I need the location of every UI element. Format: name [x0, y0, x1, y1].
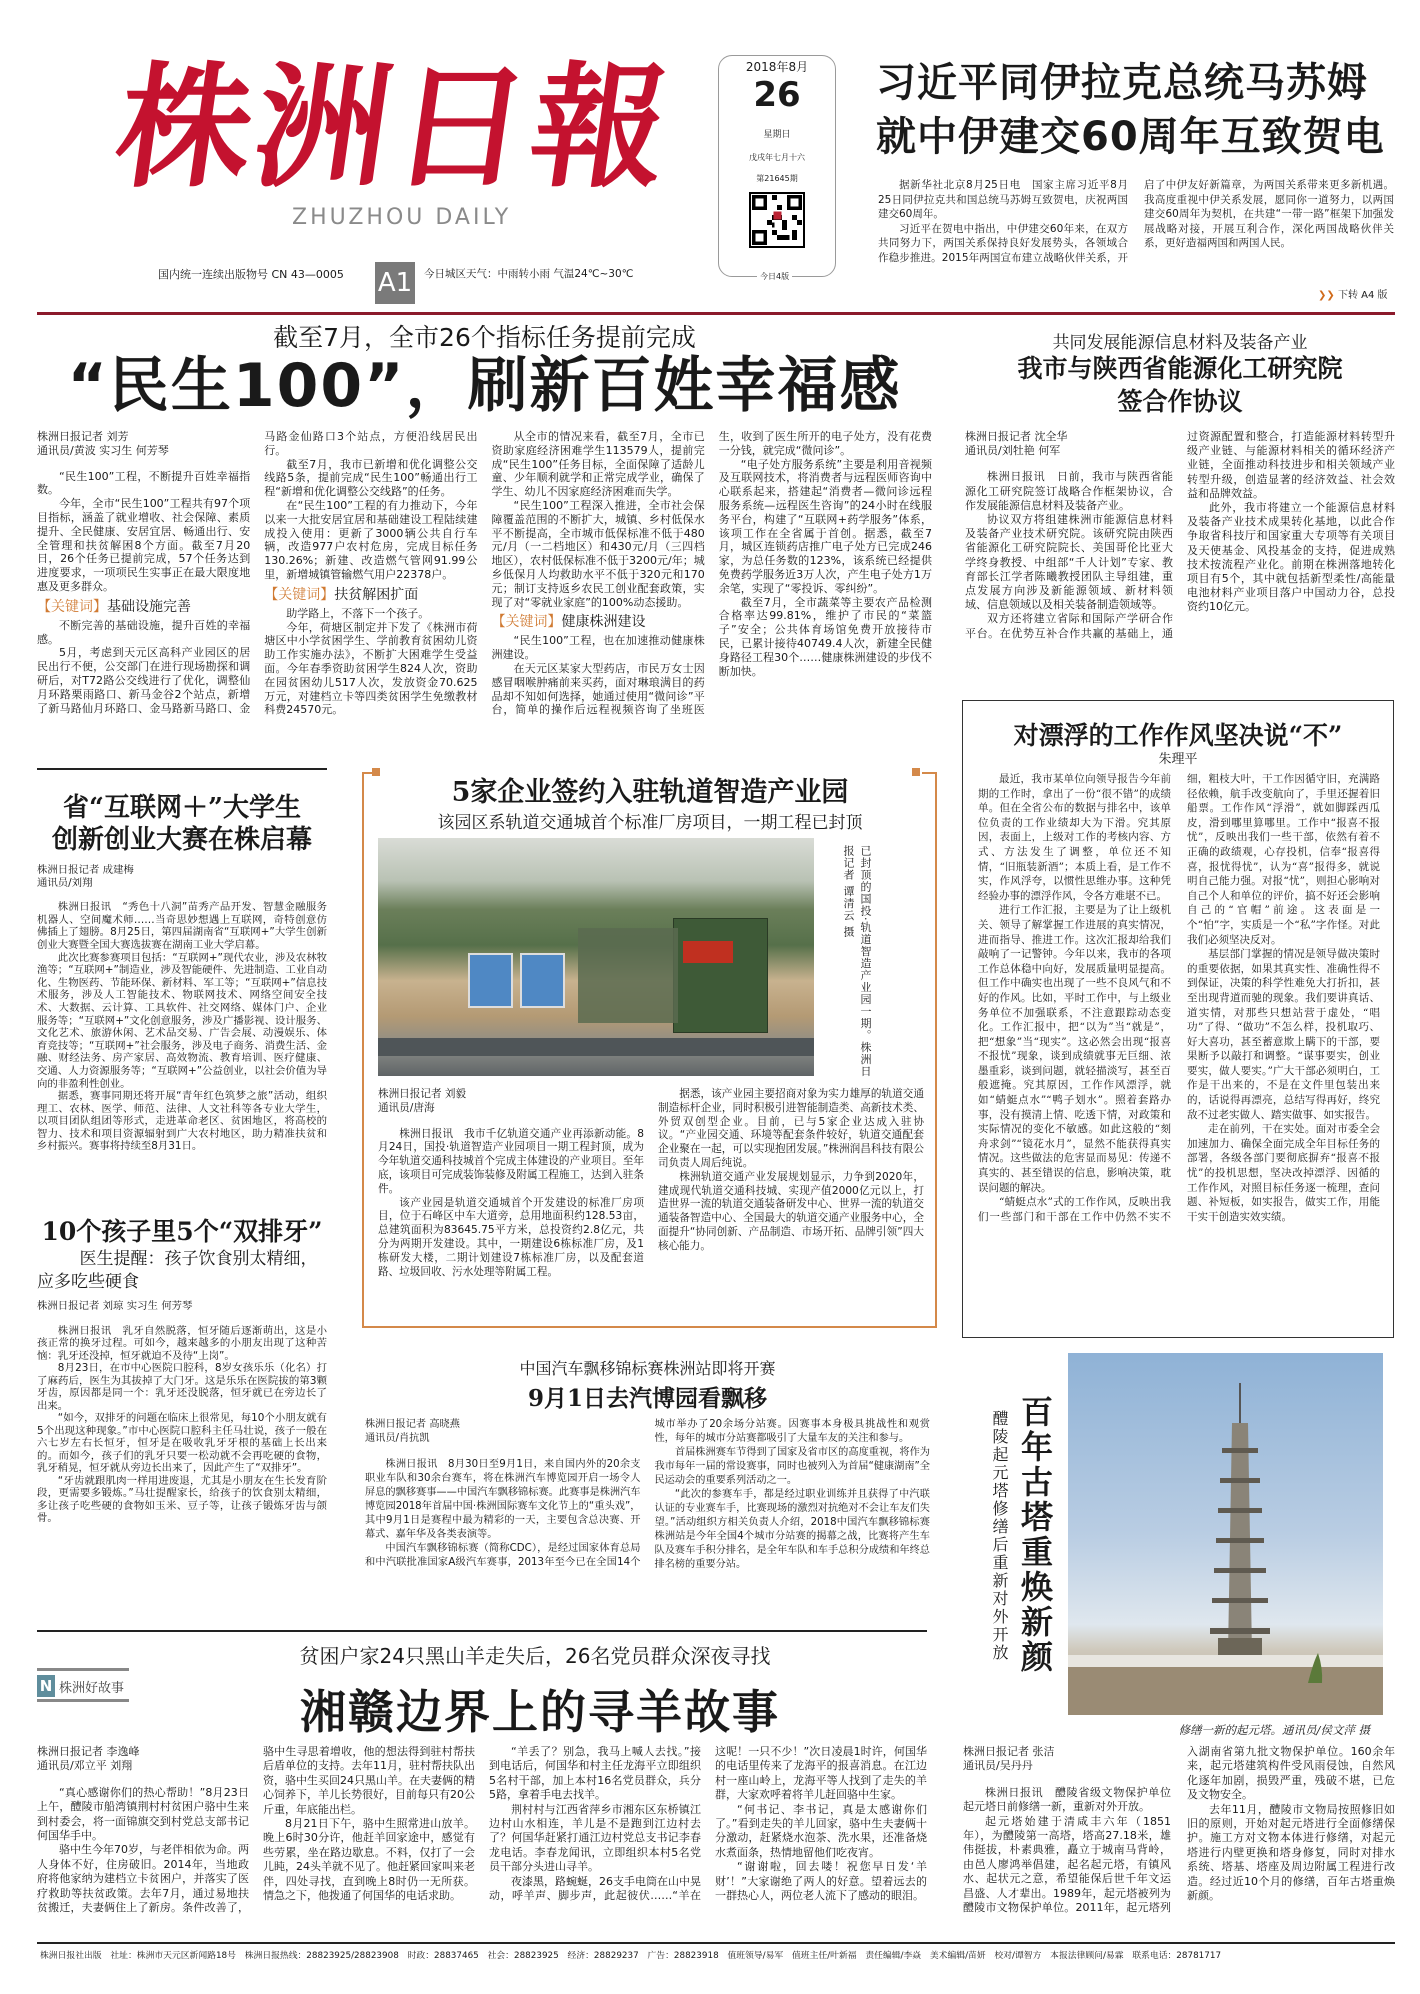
paragraph: 双方还将建立省际和国际产学研合作平台。在优势互补合作共赢的基础上，通过资源配置和整合，打造能源材料转型升级产业链、与能源材料相关的循环经济产业链，全面推动科技进步和相关领域产业转型升级，创造显著的经济效益、社会效益和品牌效益。 — [965, 430, 1395, 640]
building-block — [578, 928, 678, 1023]
tower-photo-caption: 修缮一新的起元塔。通讯员/侯文萍 摄 — [1178, 1723, 1370, 1737]
byline: 通讯员/吴丹丹 — [963, 1759, 1033, 1773]
paragraph: “谢谢啦，回去喽！祝您早日发‘羊财’！”大家谢绝了两人的好意。望着远去的一群热心人，两位老人流下了感动的眼泪。 — [715, 1860, 927, 1903]
industrial-park-photo[interactable] — [378, 838, 814, 1076]
lead-headline-line2: 就中伊建交60周年互致贺电 — [876, 114, 1385, 160]
qr-code-icon[interactable] — [749, 192, 805, 248]
paragraph: 荆村村与江西省萍乡市湘东区东桥镇江边村山水相连，羊儿是不是跑到江边村去了？何国华赶紧打通江边村党总支书记李春龙电话。李春龙闻讯，立即组织本村5名党员干部分头进山寻羊。 — [489, 1802, 701, 1874]
paragraph: 基层部门掌握的情况是领导做决策时的重要依据，如果其真实性、准确性得不到保证，决策的科学性难免大打折扣，甚至出现背道而驰的现象。我们要讲真话、道实情，对那些只想站营于虚处，“唱功”了得、“做功”不怎么样，投机取巧、好大喜功，甚至蓄意欺上瞒下的干部，要果断予以敲打和调整。“谋事要实，创业要实，做人要实。”广大干部必须明白，工作是干出来的，不是在文件里包装出来的，话说得再漂亮，总结写得再好，终究敌不过老实做人、踏实做事、如实报告。 — [1187, 948, 1380, 1121]
road — [378, 1038, 814, 1056]
internet-plus-headline[interactable] — [37, 792, 327, 856]
minsheng-subtitle: 截至7月，全市26个指标任务提前完成 — [273, 323, 696, 352]
sheep-subtitle: 贫困户家24只黑山羊走失后，26名党员群众深夜寻找 — [299, 1644, 771, 1668]
byline: 株洲日报记者 沈全华 — [965, 430, 1068, 443]
paragraph: “蜻蜓点水”式的工作作风，反映出我们一些部门和干部在工作中仍然不实不细，粗枝大叶，干工作因循守旧，充满路径依赖，航手改变航向了，手里还握着旧船票。工作作风“浮滑”，就如脚踩西瓜皮，滑到哪里算哪里。工作中“报喜不报忧”，反映出我们一些干部，依然有着不正确的政绩观，心存投机，信奉“报喜得喜，报忧得忧”，认为“喜”报得多，就说明自己能力强。对报“忧”，则担心影响对自己个人和单位的评价，搞不好还会影响自己的“官帽”前途。这表面是一个“怕”字，实质是一个“私”字作怪。对此我们必须坚决反对。 — [978, 773, 1380, 1223]
paragraph: 在“民生100”工程的有力推动下，今年以来一大批安居宜居和基础建设工程陆续建成投入使用：更新了3000辆公共自行车辆，改造977户农村危房，完成目标任务130.26%；新建、改造燃气管网91.99公里，新增城镇管输燃气用户22378户。 — [264, 498, 478, 581]
building-signage — [683, 941, 733, 963]
lead-headline[interactable] — [876, 56, 1396, 164]
paragraph: “电子处方服务系统”主要是利用音视频及互联网技术，将消费者与远程医师咨询中心联系起来，搭建起“消费者—微问诊远程服务系统—远程医生咨询”的24小时在线服务平台，构建了“互联网+药学服务”体系，该项工作在全省属于首创。据悉，截至7月，城区连锁药店推广电子处方已完成246家，为总任务数的123%，该系统已经提供免费药学服务近3万人次，产生电子处方1万余笔，实现了“零投诉、零纠纷”。 — [718, 457, 932, 595]
teeth-subtitle: 医生提醒：孩子饮食别太精细，应多吃些硬食 — [37, 1249, 318, 1292]
frame-corner — [922, 772, 937, 774]
byline: 株洲日报记者 刘琼 实习生 何芳琴 — [37, 1300, 193, 1312]
lead-headline-line1: 习近平同伊拉克总统马苏姆 — [876, 60, 1368, 106]
drift-subtitle: 中国汽车飘移锦标赛株洲站即将开赛 — [519, 1359, 776, 1378]
paragraph: 该产业园是轨道交通城首个开发建设的标准厂房项目，位于石峰区中车大道旁，总用地面积约128.53亩，总建筑面积为83645.75平方米，总投资约2.8亿元，共分为两期开发建设。其中，一期建设6栋标准厂房，及1栋研发大楼，二期计划建设7栋标准厂房，以及配套道路、垃圾回收、污水处理等附属工程。 — [378, 1196, 644, 1278]
tower-photo[interactable] — [1068, 1353, 1383, 1715]
section-divider — [37, 1630, 927, 1632]
factory-roof — [520, 953, 565, 1008]
keyword-text: 健康株洲建设 — [561, 614, 646, 631]
section-divider — [37, 768, 327, 770]
page-number-badge: A1 — [375, 262, 415, 304]
paragraph: 8月21日下午，骆中生照常进山放羊。晚上6时30分许，他赶羊回家途中，感觉有些劳累，坐在路边歇息。不料，仅打了一会儿盹，24头羊就不见了。他赶紧回家叫来老伴，四处寻找，直到晚上8时仍一无所获。情急之下，他拨通了何国华的电话求助。 — [263, 1817, 475, 1903]
paragraph: 夜漆黑，路蜿蜒，26支手电筒在山中晃动，呼羊声、脚步声，此起彼伏……“羊在这呢！一只不少！”次日凌晨1时许，何国华的电话里传来了龙海平的报喜消息。在江边村一座山岭上，龙海平等人找到了走失的羊群，大家欢呼着将羊儿赶回骆中生家。 — [489, 1745, 927, 1903]
weather-info: 今日城区天气：中雨转小雨 气温24℃~30℃ — [424, 268, 634, 280]
tower-subtitle: 醴陵起元塔修缮后重新对外开放 — [990, 1410, 1009, 1662]
paragraph: 株洲日报讯 我市千亿轨道交通产业再添新动能。8月24日，国投·轨道智造产业园项目一期工程封顶，成为今年轨道交通科技城首个完成主体建设的产业项目。至年底，该项目可完成装饰装修及附属工程施工，达到入驻条件。 — [378, 1127, 644, 1195]
byline: 通讯员/刘翔 — [37, 876, 93, 889]
commentary-author: 朱理平 — [1158, 752, 1198, 767]
tower-building — [673, 918, 768, 1033]
energy-body — [965, 430, 1395, 641]
paragraph: “何书记、李书记，真是太感谢你们了。”看到走失的羊儿回家，骆中生夫妻俩十分激动，赶紧烧水泡茶、洗水果，还准备烧水煮面条，热情地留他们吃夜宵。 — [715, 1802, 927, 1859]
minsheng-body — [37, 430, 932, 717]
teeth-body — [37, 1300, 327, 1525]
paragraph: “牙齿就跟肌肉一样用进废退，尤其是小朋友在生长发育阶段，更需要多锻炼。”马壮提醒家长，给孩子的饮食别太精细，多让孩子吃些硬的食物如玉米、豆子等，让孩子锻炼牙齿与颌骨。 — [37, 1474, 327, 1524]
keyword-heading — [264, 585, 477, 605]
continue-arrow-icon: ❯❯ — [1318, 290, 1335, 301]
paragraph: 走在前列，干在实处。面对市委全会加速加力、确保全面完成全年目标任务的部署，各级各部门要彻底摒弃“报喜不报忧”的投机思想，坚决改掉漂浮、因循的工作作风，对照目标任务逐一梳理，查问题、补短板，如实报告，做实工作，用能干实干创造实效实绩。 — [1187, 1123, 1380, 1223]
sheep-body — [37, 1745, 927, 1915]
keyword-text: 基础设施完善 — [107, 598, 191, 615]
paragraph: 中国汽车飘移锦标赛（简称CDC），是经过国家体育总局和中汽联批准国家A级汽车赛事，2013年至今已在全国14个城市举办了20余场分站赛。因赛事本身极具挑战性和观赏性，每年的城市分站赛都吸引了大量车友的关注和参与。 — [365, 1419, 930, 1568]
paragraph: 据新华社北京8月25日电 国家主席习近平8月25日同伊拉克共和国总统马苏姆互致贺电，庆祝两国建交60周年。 — [878, 179, 1128, 220]
paragraph: 起元塔始建于清咸丰六年（1851年），为醴陵第一高塔，塔高27.18米，雄伟挺拔，朴素典雅，矗立于城南马背岭，由邑人廖鸿举倡建，起名起元塔，有镇风水、起状元之意，希望能保后世千年文运昌盛、人才辈出。1989年，起元塔被列为醴陵市文物保护单位。2011年，起元塔列入湖南省第九批文物保护单位。160余年来，起元塔建筑构件受风雨侵蚀，自然风化逐年加剧，损毁严重，残破不堪，已危及文物安全。 — [963, 1745, 1395, 1915]
rail-photo-caption: 已封顶的国投·轨道智造产业园一期。株洲日报记者 谭清云 摄 — [842, 845, 872, 1078]
footer-imprint: 株洲日报社出版 社址：株洲市天元区新闻路18号 株洲日报热线：28823925/28823908 时政：28837465 社会：28823925 经济：28829237 广告：28823918 值班领导/易军 值班主任/叶新福 责任编辑/李焱 美术编辑/苗妍 校对/谭智方 本报法律顾问/易霖 联系电话：28781717 — [40, 1951, 1222, 1961]
drift-headline[interactable]: 9月1日去汽博园看飘移 — [527, 1385, 767, 1412]
issue-number: 第21645期 — [756, 174, 798, 183]
byline: 通讯员/邓立平 刘翔 — [37, 1759, 133, 1773]
paragraph: 从全市的情况来看，截至7月，全市已资助家庭经济困难学生113579人，提前完成“民生100”任务目标，全面保障了适龄儿童、少年顺利就学和正常完成学业，确保了学生、幼儿不因家庭经济困难而失学。 — [491, 430, 705, 499]
paragraph: 株洲日报讯 日前，我市与陕西省能源化工研究院签订战略合作框架协议，合作发展能源信息材料及装备产业。 — [965, 470, 1173, 512]
paragraph: 去年11月，醴陵市文物局按照修旧如旧的原则，开始对起元塔进行全面修缮保护。施工方对文物本体进行修缮，对起元塔进行内壁更换和塔身修复，同时对排水系统、塔基、塔座及周边附属工程进行改造。经过近10个月的修缮，百年古塔重焕新颜。 — [1187, 1802, 1395, 1903]
paragraph: 截至7月，我市已新增和优化调整公交线路5条，提前完成“民生100”畅通出行工程“新增和优化调整公交线路”的任务。 — [264, 457, 478, 499]
internet-plus-headline-line2: 创新创业大赛在株启幕 — [51, 825, 312, 855]
paragraph: 株洲日报讯 醴陵省级文物保护单位起元塔日前修缮一新，重新对外开放。 — [963, 1785, 1171, 1814]
pagoda-illustration — [1068, 1353, 1383, 1715]
byline: 株洲日报记者 高晓燕 — [365, 1419, 460, 1430]
rail-headline[interactable]: 5家企业签约入驻轨道智造产业园 — [451, 777, 849, 808]
energy-headline[interactable] — [965, 352, 1395, 418]
minsheng-headline[interactable]: “民生100”，刷新百姓幸福感 — [67, 351, 902, 421]
footer-divider — [37, 1942, 1395, 1944]
paragraph: 今年，荷塘区制定并下发了《株洲市荷塘区中小学贫困学生、学前教育贫困幼儿资助工作实施办法》，不断扩大困难学生受益面。今年春季资助贫困学生824人次，资助在园贫困幼儿517人次，发放资金70.625万元，对建档立卡等四类贫困学生免缴教材科费24570元。 — [264, 620, 478, 717]
energy-headline-line2: 签合作协议 — [1117, 387, 1243, 416]
byline: 株洲日报记者 刘毅 — [378, 1088, 467, 1100]
internet-plus-body — [37, 864, 327, 1153]
paragraph: 据悉，赛事同期还将开展“青年红色筑梦之旅”活动，组织理工、农林、医学、师范、法律、人文社科等各专业大学生，以项目团队组团等形式，走进革命老区、贫困地区，将高校的智力、技术和项目资源辐射到广大农村地区，助力精准扶贫和乡村振兴。赛事将持续至8月31日。 — [37, 1090, 327, 1153]
paragraph: “真心感谢你们的热心帮助！”8月23日上午，醴陵市船湾镇荆村村贫困户骆中生来到村委会，将一面锦旗交到村党总支部书记何国华手中。 — [37, 1785, 249, 1843]
commentary-body — [978, 772, 1380, 1224]
date-weekday: 星期日 — [763, 130, 791, 140]
keyword-heading — [37, 597, 250, 617]
paragraph: 株洲日报讯 8月30日至9月1日，来自国内外的20余支职业车队和30余台赛车，将在株洲汽车博览园开启一场令人屏息的飘移赛事——中国汽车飘移锦标赛。此赛事是株洲汽车博览园2018年首届中国·株洲国际赛车文化节上的“重头戏”，其中9月1日是赛程中最为精彩的一天，主要包含总决赛、开幕式、嘉年华及各类表演等。 — [365, 1459, 641, 1540]
frame-corner-square — [372, 768, 380, 776]
paragraph: 首届株洲赛车节得到了国家及省市区的高度重视，将作为我市每年一届的常设赛事，同时也被列入为首届“健康湖南”全民运动会的重要系列活动之一。 — [654, 1447, 930, 1486]
byline: 株洲日报记者 成建梅 — [37, 864, 134, 876]
internet-plus-headline-line1: 省“互联网＋”大学生 — [63, 793, 301, 823]
paragraph: 据悉，该产业园主要招商对象为实力雄厚的轨道交通制造标杆企业，同时积极引进智能制造类、高新技术类、外贸双创型企业。目前，已与5家企业达成入驻协议。“产业园交通、环境等配套条件较好，轨道交通配套企业聚在一起，可以实现抱团发展。”株洲润昌科技有限公司负责人周后纯说。 — [658, 1088, 924, 1169]
paragraph: 今年，全市“民生100”工程共有97个项目指标，涵盖了就业增收、社会保障、素质提升、全民健康、安居宜居、畅通出行、安全管理和扶贫解困8个方面。截至7月20日，26个任务已提前完成，57个任务达到进度要求，一项项民生实事正在最大限度地惠及更多群众。 — [37, 497, 251, 593]
tower-body — [963, 1745, 1395, 1915]
energy-subtitle: 共同发展能源信息材料及装备产业 — [1052, 333, 1308, 353]
commentary-headline[interactable]: 对漂浮的工作作风坚决说“不” — [1013, 721, 1343, 750]
rail-body — [378, 1088, 924, 1279]
paragraph: 不断完善的基础设施，提升百姓的幸福感。 — [37, 618, 251, 646]
byline: 通讯员/刘牡艳 何军 — [965, 444, 1061, 458]
paragraph: “如今，双排牙的问题在临床上很常见，每10个小朋友就有5个出现这种现象。”市中心医院口腔科主任马壮说，孩子一般在六七岁左右长恒牙，恒牙是在吸收乳牙牙根的基础上长出来的。而如今，孩子们的乳牙只要一松动就不会再吃硬的食物，乳牙稍晃，恒牙就从旁边长出来了，因此产生了“双排牙”。 — [37, 1412, 327, 1474]
tower-headline[interactable]: 百年古塔重焕新颜 — [1016, 1395, 1054, 1675]
column-tag-letter: N — [37, 1675, 55, 1697]
serial-number: 国内统一连续出版物号 CN 43—0005 — [158, 268, 344, 281]
date-year-month: 2018年8月 — [743, 58, 811, 75]
english-name: ZHUZHOU DAILY — [292, 205, 512, 230]
factory-roof — [468, 953, 513, 1008]
paragraph: 助学路上，不落下一个孩子。 — [286, 606, 430, 620]
byline: 株洲日报记者 刘芳 — [37, 430, 129, 443]
sheep-headline[interactable]: 湘赣边界上的寻羊故事 — [300, 1685, 780, 1739]
paragraph: 习近平在贺电中指出，中伊建交60年来，在双方共同努力下，两国关系保持良好发展势头，各领域合作稳步推进。2015年两国宣布建立战略伙伴关系，开启了中伊友好新篇章，为两国关系带来更多新机遇。我高度重视中伊关系发展，愿同你一道努力，以两国建交60周年为契机，在共建“一带一路”框架下加强发展战略对接，开展互利合作，深化两国战略伙伴关系，更好造福两国和两国人民。 — [878, 179, 1394, 264]
keyword-text: 扶贫解困扩面 — [334, 586, 419, 603]
paragraph: 株洲日报讯 “秀色十八洞”苗秀产品开发、智慧金融服务机器人、空间魔术师……当奇思妙想遇上互联网，奇特创意仿佛插上了翅膀。8月25日，第四届湖南省“互联网+”大学生创新创业大赛暨全国大赛选拔赛在湖南工业大学启幕。 — [37, 901, 327, 951]
paragraph: 最近，我市某单位向领导报告今年前期的工作时，拿出了一份“很不错”的成绩单。但在全省公布的数据与排名中，该单位负责的工作业绩却大为下滑。究其原因，表面上，上级对工作的考核内容、方式、方法发生了调整，单位还不知情，“旧瓶装新酒”；本质上看，是工作不实，作风浮夸，以惯性思维办事。这种凭经验办事的漂浮作风，令各方难堪不已。 — [978, 773, 1171, 902]
keyword-heading — [492, 612, 705, 632]
byline: 通讯员/黄波 实习生 何芳琴 — [37, 443, 169, 457]
lead-story-body — [878, 178, 1394, 265]
keyword-tag: 【关键词】 — [37, 598, 107, 615]
paragraph: “此次的参赛车手，都是经过职业训练并且获得了中汽联认证的专业赛车手，比赛现场的激烈对抗绝对不会让车友们失望。”活动组织方相关负责人介绍，2018中国汽车飘移锦标赛株洲站是今年全国4个城市分站赛的揭幕之战，比赛将产生车队及赛车手积分排名，是全年车队和车手总积分成绩和年终总排名榜的重要分站。 — [654, 1489, 930, 1570]
paragraph: 株洲轨道交通产业发展规划显示，力争到2020年，建成现代轨道交通科技城、实现产值2000亿元以上，打造世界一流的轨道交通装备研发中心、世界一流的轨道交通装备智造中心、全国最大的轨道交通产业服务中心，全面提升“协同创新、产品制造、市场开拓、品牌引领”四大核心能力。 — [658, 1170, 924, 1252]
byline: 通讯员/肖抗凯 — [365, 1433, 430, 1444]
paragraph: 5月，考虑到天元区高科产业园区的居民出行不便，公交部门在进行现场勘探和调研后，对T72路公交线进行了优化，调整仙月环路栗雨路口、新马金谷2个站点，新增了新马路仙月环路口、金马路新马路口、金马路金仙路口3个站点，方便沿线居民出行。 — [37, 430, 478, 715]
paragraph: 此外，我市将建立一个能源信息材料及装备产业技术成果转化基地，以此合作争取省科技厅和国家重大专项等有关项目及天使基金、风投基金的支持，促进成熟技术按流程产业化。前期在株洲落地转化项目有5个，其中就包括新型柔性/高能量电池材料产业项目落户中国动力谷，总投资约10亿元。 — [1187, 501, 1395, 614]
byline: 株洲日报记者 张洁 — [963, 1745, 1055, 1758]
paragraph: 截至7月，全市蔬菜等主要农产品检测合格率达99.81%，维护了市民的“菜篮子”安全；公共体育场馆免费开放接待市民，已累计接待40749.4人次，新建全民健身路径工程30个……健康株洲建设的步伐不断加快。 — [718, 595, 932, 678]
paragraph: 协议双方将组建株洲市能源信息材料及装备产业技术研究院。该研究院由陕西省能源化工研究院院长、美国哥伦比亚大学终身教授、中组部“千人计划”专家、教育部长江学者陈曦教授团队主导组建，重点发展方向涉及新能源领域、新材料领域、信息领域以及相关装备制造领域等。 — [965, 513, 1173, 612]
rail-subtitle: 该园区系轨道交通城首个标准厂房项目，一期工程已封顶 — [437, 813, 863, 833]
date-lunar: 戊戌年七月十六 — [749, 153, 805, 162]
byline: 通讯员/唐海 — [378, 1101, 435, 1114]
energy-headline-line1: 我市与陕西省能源化工研究院 — [1017, 354, 1343, 383]
keyword-tag: 【关键词】 — [264, 586, 335, 603]
continued-label: 下转 A4 版 — [1337, 290, 1388, 301]
byline: 株洲日报记者 李逸峰 — [37, 1745, 140, 1758]
masthead-divider — [37, 312, 1395, 315]
date-day: 26 — [753, 75, 801, 115]
paragraph: 此次比赛参赛项目包括：“互联网+”现代农业，涉及农林牧渔等；“互联网+”制造业，涉及智能硬件、先进制造、工业自动化、生物医药、节能环保、新材料、军工等；“互联网+”信息技术服务，涉及人工智能技术、物联网技术、网络空间安全技术、大数据、云计算、工具软件、社交网络、媒体门户、企业服务等；“互联网+”文化创意服务，涉及广播影视、设计服务、文化艺术、旅游休闲、艺术品交易、广告会展、动漫娱乐、体育竞技等；“互联网+”社会服务，涉及电子商务、消费生活、金融、财经法务、房产家居、高效物流、教育培训、医疗健康、交通、人力资源服务等；“互联网+”公益创业，以社会价值为导向的非盈利性创业。 — [37, 951, 327, 1090]
column-tag-label: 株洲好故事 — [59, 1681, 125, 1696]
teeth-headline[interactable]: 10个孩子里5个“双排牙” — [41, 1217, 323, 1246]
paragraph: 8月23日，在市中心医院口腔科，8岁女孩乐乐（化名）打了麻药后，医生为其拔掉了大门牙。这是乐乐在医院拔的第3颗牙齿，原因都是同一个：乳牙还没脱落，恒牙就已在旁边长了出来。 — [37, 1362, 327, 1412]
paragraph: 在天元区某家大型药店，市民万女士因感冒咽喉肿痛前来买药，面对琳琅满目的药品却不知如何选择，她通过使用“微问诊”平台，简单的操作后远程视频咨询了坐班医生，收到了医生所开的电子处方，没有花费一分钱，就完成“微问诊”。 — [491, 430, 932, 717]
paragraph: “民生100”工程，也在加速推动健康株洲建设。 — [491, 634, 705, 662]
paragraph: 株洲日报讯 乳牙自然脱落，恒牙随后逐渐萌出，这是小孩正常的换牙过程。可如今，越来越多的小朋友出现了这种苦恼：乳牙还没掉，恒牙就迫不及待“上岗”。 — [37, 1324, 327, 1362]
keyword-tag: 【关键词】 — [491, 614, 562, 631]
drift-body — [365, 1418, 930, 1572]
paragraph: “羊丢了？别急，我马上喊人去找。”接到电话后，何国华和村主任龙海平立即组织5名村干部，加上本村16名党员群众，兵分5路，拿着手电去找羊。 — [489, 1745, 701, 1802]
page-count: 今日4版 — [757, 271, 792, 282]
newspaper-logo: 株洲日報 — [107, 48, 682, 206]
paragraph: 进行工作汇报，主要是为了让上级机关、领导了解掌握工作进展的真实情况，进而指导、推进工作。这次汇报却给我们敲响了一记警钟。今年以来，我市的各项工作总体稳中向好，发展质量明显提高。但工作中确实也出现了一些不良风气和不好的作风。比如，平时工作中，与上级业务单位不加强联系，不注意跟踪动态变化。工作汇报中，把“以为”当“就是”，把“想象”当“现实”。这必然会出现“报喜不报忧”现象，谈到成绩就事无巨细、浓墨重彩，谈到问题，就轻描淡写，甚至百般遮掩。究其原因，工作作风漂浮，就如“蜻蜓点水”“鸭子划水”。照着套路办事，没有摸清上情、吃透下情，对政策和实际情况的变化不敏感。如此这般的“刻舟求剑”“镜花水月”，显然不能获得真实情况。这些做法的危害显而易见：传递不真实的、甚至错误的信息，影响决策，耽误问题的解决。 — [978, 904, 1171, 1194]
date-box — [718, 55, 836, 281]
paragraph: “民生100”工程，不断提升百姓幸福指数。 — [37, 469, 251, 497]
paragraph: 骆中生今年70岁，与老伴相依为命。两人身体不好，住房破旧。2014年，当地政府将他家纳为建档立卡贫困户，并落实了医疗救助等扶贫政策。去年7月，通过易地扶贫搬迁，夫妻俩住上了新房。条件改善了，骆中生寻思着增收，他的想法得到驻村帮扶后盾单位的支持。去年11月，驻村帮扶队出资，骆中生买回24只黑山羊。在夫妻俩的精心饲养下，羊儿长势很好，目前每只有20公斤重，年底能出栏。 — [37, 1745, 475, 1915]
continued-link[interactable] — [1318, 286, 1388, 301]
paragraph: “民生100”工程深入推进，全市社会保障覆盖范围的不断扩大，城镇、乡村低保水平不断提高，全市城市低保标准不低于480元/月（一二档地区）和430元/月（三四档地区），农村低保标准不低于3200元/年；城乡低保月人均救助水平不低于320元和170元；制订支持返乡农民工创业配套政策，实现了对“零就业家庭”的100%动态援助。 — [491, 498, 705, 609]
column-tag — [37, 1668, 129, 1702]
